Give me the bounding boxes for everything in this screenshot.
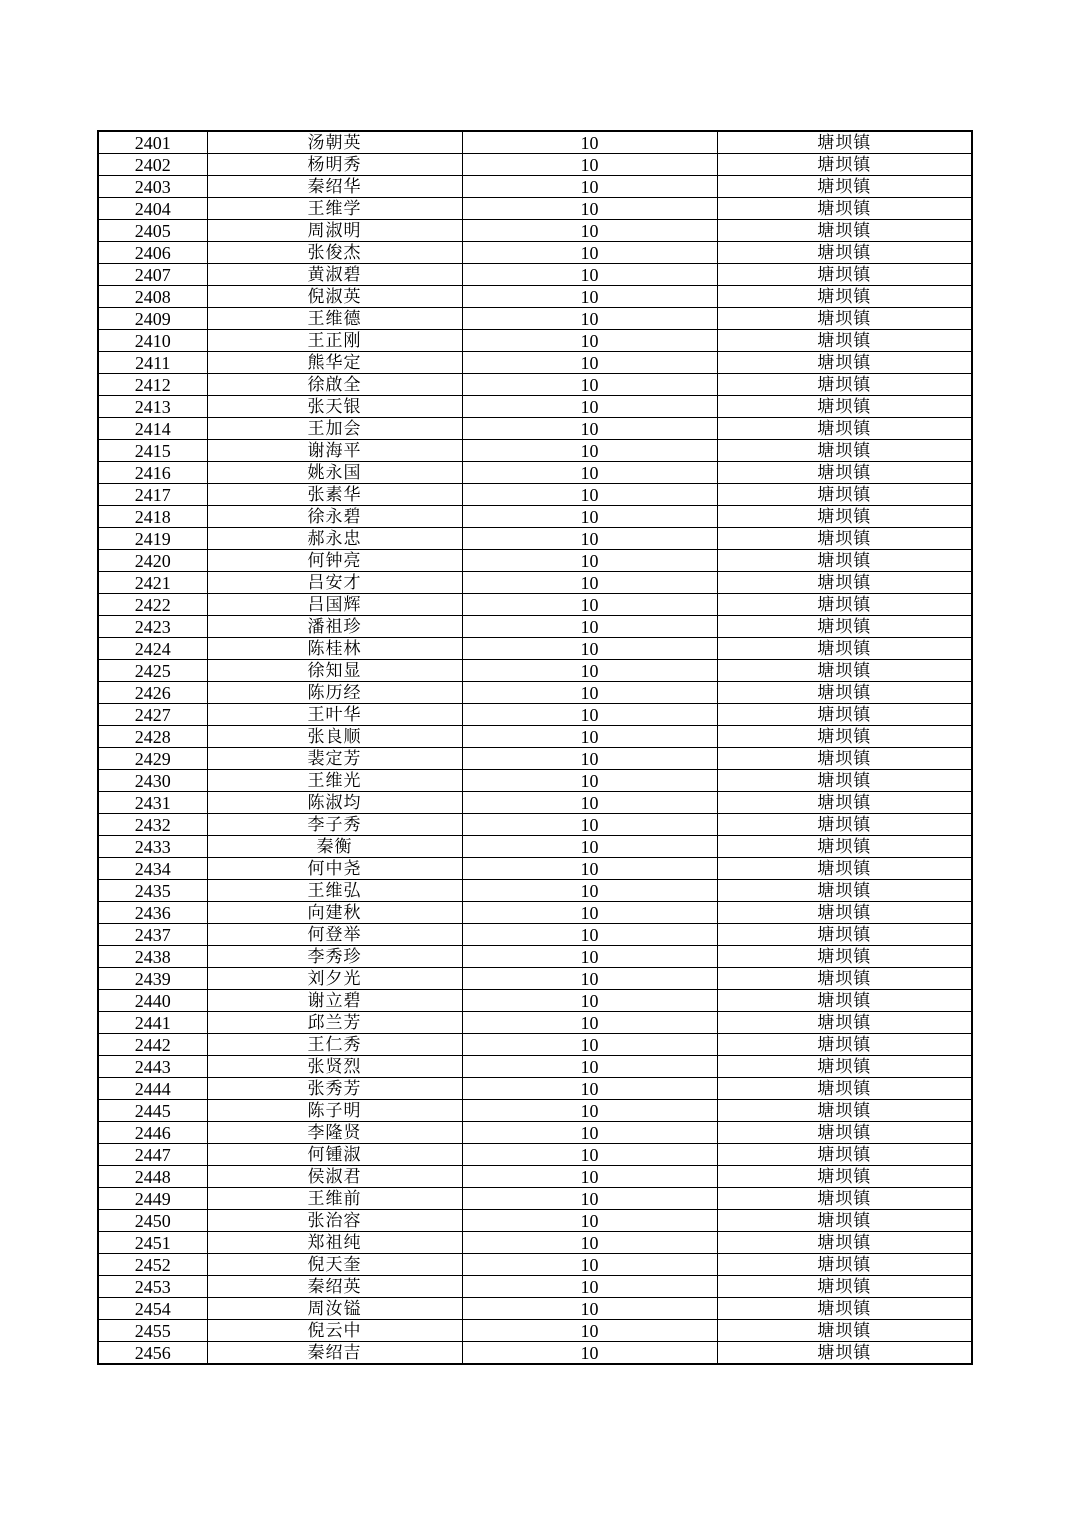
person-name-cell: 吕国辉 (207, 594, 462, 616)
person-name-cell: 张素华 (207, 484, 462, 506)
table-row (98, 1342, 972, 1365)
amount-cell: 10 (462, 1122, 717, 1144)
person-name-cell: 李秀珍 (207, 946, 462, 968)
table-row (98, 1012, 972, 1034)
amount-cell: 10 (462, 1320, 717, 1342)
amount-cell: 10 (462, 308, 717, 330)
town-cell: 塘坝镇 (717, 286, 972, 308)
amount-cell: 10 (462, 484, 717, 506)
person-name-cell: 郝永忠 (207, 528, 462, 550)
person-name-cell: 何中尧 (207, 858, 462, 880)
person-name-cell: 倪淑英 (207, 286, 462, 308)
amount-cell: 10 (462, 946, 717, 968)
amount-cell: 10 (462, 506, 717, 528)
person-name-cell: 谢海平 (207, 440, 462, 462)
amount-cell: 10 (462, 1012, 717, 1034)
table-row (98, 770, 972, 792)
town-cell: 塘坝镇 (717, 396, 972, 418)
town-cell: 塘坝镇 (717, 1012, 972, 1034)
row-number-cell: 2450 (98, 1210, 207, 1232)
table-row (98, 1078, 972, 1100)
town-cell: 塘坝镇 (717, 880, 972, 902)
table-row (98, 506, 972, 528)
table-row (98, 1232, 972, 1254)
row-number-cell: 2439 (98, 968, 207, 990)
row-number-cell: 2407 (98, 264, 207, 286)
table-row (98, 308, 972, 330)
town-cell: 塘坝镇 (717, 440, 972, 462)
town-cell: 塘坝镇 (717, 1232, 972, 1254)
person-name-cell: 黄淑碧 (207, 264, 462, 286)
table-row (98, 880, 972, 902)
person-name-cell: 陈淑均 (207, 792, 462, 814)
row-number-cell: 2442 (98, 1034, 207, 1056)
amount-cell: 10 (462, 770, 717, 792)
table-row (98, 286, 972, 308)
person-name-cell: 王维德 (207, 308, 462, 330)
town-cell: 塘坝镇 (717, 1342, 972, 1365)
town-cell: 塘坝镇 (717, 748, 972, 770)
amount-cell: 10 (462, 396, 717, 418)
table-row (98, 154, 972, 176)
person-name-cell: 张治容 (207, 1210, 462, 1232)
town-cell: 塘坝镇 (717, 1166, 972, 1188)
row-number-cell: 2402 (98, 154, 207, 176)
amount-cell: 10 (462, 902, 717, 924)
amount-cell: 10 (462, 1166, 717, 1188)
town-cell: 塘坝镇 (717, 528, 972, 550)
person-name-cell: 汤朝英 (207, 131, 462, 154)
table-row (98, 550, 972, 572)
person-name-cell: 李隆贤 (207, 1122, 462, 1144)
table-row (98, 946, 972, 968)
row-number-cell: 2428 (98, 726, 207, 748)
person-name-cell: 周汝镒 (207, 1298, 462, 1320)
town-cell: 塘坝镇 (717, 1298, 972, 1320)
amount-cell: 10 (462, 924, 717, 946)
person-name-cell: 张秀芳 (207, 1078, 462, 1100)
town-cell: 塘坝镇 (717, 704, 972, 726)
table-row (98, 1100, 972, 1122)
table-row (98, 264, 972, 286)
row-number-cell: 2436 (98, 902, 207, 924)
town-cell: 塘坝镇 (717, 176, 972, 198)
table-row (98, 726, 972, 748)
table-row (98, 396, 972, 418)
table-row (98, 1122, 972, 1144)
row-number-cell: 2427 (98, 704, 207, 726)
row-number-cell: 2418 (98, 506, 207, 528)
town-cell: 塘坝镇 (717, 638, 972, 660)
row-number-cell: 2429 (98, 748, 207, 770)
table-row (98, 242, 972, 264)
table-row (98, 748, 972, 770)
amount-cell: 10 (462, 704, 717, 726)
row-number-cell: 2409 (98, 308, 207, 330)
row-number-cell: 2452 (98, 1254, 207, 1276)
amount-cell: 10 (462, 550, 717, 572)
amount-cell: 10 (462, 1254, 717, 1276)
row-number-cell: 2448 (98, 1166, 207, 1188)
row-number-cell: 2437 (98, 924, 207, 946)
table-row (98, 968, 972, 990)
town-cell: 塘坝镇 (717, 418, 972, 440)
person-name-cell: 王加会 (207, 418, 462, 440)
person-name-cell: 王维前 (207, 1188, 462, 1210)
row-number-cell: 2415 (98, 440, 207, 462)
person-name-cell: 周淑明 (207, 220, 462, 242)
person-name-cell: 潘祖珍 (207, 616, 462, 638)
row-number-cell: 2438 (98, 946, 207, 968)
table-row (98, 1254, 972, 1276)
amount-cell: 10 (462, 220, 717, 242)
town-cell: 塘坝镇 (717, 572, 972, 594)
town-cell: 塘坝镇 (717, 154, 972, 176)
town-cell: 塘坝镇 (717, 308, 972, 330)
table-row (98, 1320, 972, 1342)
amount-cell: 10 (462, 792, 717, 814)
table-row (98, 682, 972, 704)
row-number-cell: 2440 (98, 990, 207, 1012)
row-number-cell: 2443 (98, 1056, 207, 1078)
amount-cell: 10 (462, 1188, 717, 1210)
person-name-cell: 王维光 (207, 770, 462, 792)
person-name-cell: 张良顺 (207, 726, 462, 748)
town-cell: 塘坝镇 (717, 220, 972, 242)
amount-cell: 10 (462, 1056, 717, 1078)
town-cell: 塘坝镇 (717, 1100, 972, 1122)
amount-cell: 10 (462, 660, 717, 682)
roster-table (97, 130, 973, 1365)
amount-cell: 10 (462, 1034, 717, 1056)
amount-cell: 10 (462, 374, 717, 396)
row-number-cell: 2432 (98, 814, 207, 836)
person-name-cell: 邱兰芳 (207, 1012, 462, 1034)
row-number-cell: 2454 (98, 1298, 207, 1320)
amount-cell: 10 (462, 440, 717, 462)
person-name-cell: 陈子明 (207, 1100, 462, 1122)
person-name-cell: 熊华定 (207, 352, 462, 374)
row-number-cell: 2419 (98, 528, 207, 550)
person-name-cell: 吕安才 (207, 572, 462, 594)
row-number-cell: 2420 (98, 550, 207, 572)
person-name-cell: 李子秀 (207, 814, 462, 836)
row-number-cell: 2431 (98, 792, 207, 814)
table-row (98, 176, 972, 198)
person-name-cell: 侯淑君 (207, 1166, 462, 1188)
table-row (98, 572, 972, 594)
row-number-cell: 2404 (98, 198, 207, 220)
row-number-cell: 2416 (98, 462, 207, 484)
town-cell: 塘坝镇 (717, 1144, 972, 1166)
amount-cell: 10 (462, 968, 717, 990)
town-cell: 塘坝镇 (717, 726, 972, 748)
table-row (98, 704, 972, 726)
town-cell: 塘坝镇 (717, 990, 972, 1012)
table-row (98, 1166, 972, 1188)
amount-cell: 10 (462, 242, 717, 264)
amount-cell: 10 (462, 1078, 717, 1100)
table-row (98, 616, 972, 638)
row-number-cell: 2422 (98, 594, 207, 616)
table-row (98, 198, 972, 220)
row-number-cell: 2405 (98, 220, 207, 242)
amount-cell: 10 (462, 1232, 717, 1254)
amount-cell: 10 (462, 858, 717, 880)
table-row (98, 990, 972, 1012)
table-row (98, 374, 972, 396)
person-name-cell: 倪云中 (207, 1320, 462, 1342)
amount-cell: 10 (462, 814, 717, 836)
town-cell: 塘坝镇 (717, 1254, 972, 1276)
amount-cell: 10 (462, 616, 717, 638)
table-row (98, 440, 972, 462)
person-name-cell: 陈桂林 (207, 638, 462, 660)
row-number-cell: 2446 (98, 1122, 207, 1144)
row-number-cell: 2447 (98, 1144, 207, 1166)
table-row (98, 1144, 972, 1166)
person-name-cell: 徐知显 (207, 660, 462, 682)
row-number-cell: 2441 (98, 1012, 207, 1034)
person-name-cell: 何钟亮 (207, 550, 462, 572)
row-number-cell: 2434 (98, 858, 207, 880)
table-row (98, 1034, 972, 1056)
table-row (98, 814, 972, 836)
table-row (98, 638, 972, 660)
amount-cell: 10 (462, 1298, 717, 1320)
row-number-cell: 2413 (98, 396, 207, 418)
town-cell: 塘坝镇 (717, 946, 972, 968)
town-cell: 塘坝镇 (717, 462, 972, 484)
table-row (98, 462, 972, 484)
row-number-cell: 2421 (98, 572, 207, 594)
amount-cell: 10 (462, 594, 717, 616)
town-cell: 塘坝镇 (717, 616, 972, 638)
row-number-cell: 2433 (98, 836, 207, 858)
row-number-cell: 2425 (98, 660, 207, 682)
amount-cell: 10 (462, 154, 717, 176)
amount-cell: 10 (462, 836, 717, 858)
town-cell: 塘坝镇 (717, 506, 972, 528)
town-cell: 塘坝镇 (717, 1276, 972, 1298)
amount-cell: 10 (462, 1342, 717, 1365)
row-number-cell: 2444 (98, 1078, 207, 1100)
town-cell: 塘坝镇 (717, 264, 972, 286)
person-name-cell: 王仁秀 (207, 1034, 462, 1056)
person-name-cell: 秦绍英 (207, 1276, 462, 1298)
town-cell: 塘坝镇 (717, 902, 972, 924)
table-row (98, 792, 972, 814)
amount-cell: 10 (462, 1144, 717, 1166)
town-cell: 塘坝镇 (717, 924, 972, 946)
table-row (98, 352, 972, 374)
amount-cell: 10 (462, 131, 717, 154)
row-number-cell: 2451 (98, 1232, 207, 1254)
amount-cell: 10 (462, 682, 717, 704)
town-cell: 塘坝镇 (717, 968, 972, 990)
town-cell: 塘坝镇 (717, 858, 972, 880)
person-name-cell: 杨明秀 (207, 154, 462, 176)
row-number-cell: 2455 (98, 1320, 207, 1342)
row-number-cell: 2406 (98, 242, 207, 264)
town-cell: 塘坝镇 (717, 352, 972, 374)
amount-cell: 10 (462, 1276, 717, 1298)
table-row (98, 484, 972, 506)
person-name-cell: 何锺淑 (207, 1144, 462, 1166)
amount-cell: 10 (462, 1210, 717, 1232)
person-name-cell: 徐啟全 (207, 374, 462, 396)
table-row (98, 418, 972, 440)
town-cell: 塘坝镇 (717, 1078, 972, 1100)
table-row (98, 528, 972, 550)
amount-cell: 10 (462, 1100, 717, 1122)
person-name-cell: 张俊杰 (207, 242, 462, 264)
person-name-cell: 张天银 (207, 396, 462, 418)
town-cell: 塘坝镇 (717, 792, 972, 814)
amount-cell: 10 (462, 264, 717, 286)
table-row (98, 924, 972, 946)
person-name-cell: 王正刚 (207, 330, 462, 352)
town-cell: 塘坝镇 (717, 198, 972, 220)
amount-cell: 10 (462, 462, 717, 484)
row-number-cell: 2403 (98, 176, 207, 198)
amount-cell: 10 (462, 880, 717, 902)
table-row (98, 220, 972, 242)
row-number-cell: 2408 (98, 286, 207, 308)
table-row (98, 1210, 972, 1232)
table-row (98, 660, 972, 682)
table-row (98, 330, 972, 352)
amount-cell: 10 (462, 418, 717, 440)
amount-cell: 10 (462, 286, 717, 308)
row-number-cell: 2424 (98, 638, 207, 660)
amount-cell: 10 (462, 352, 717, 374)
town-cell: 塘坝镇 (717, 550, 972, 572)
amount-cell: 10 (462, 638, 717, 660)
row-number-cell: 2449 (98, 1188, 207, 1210)
town-cell: 塘坝镇 (717, 814, 972, 836)
row-number-cell: 2401 (98, 131, 207, 154)
person-name-cell: 何登举 (207, 924, 462, 946)
table-row (98, 131, 972, 154)
town-cell: 塘坝镇 (717, 1034, 972, 1056)
town-cell: 塘坝镇 (717, 660, 972, 682)
row-number-cell: 2430 (98, 770, 207, 792)
row-number-cell: 2453 (98, 1276, 207, 1298)
town-cell: 塘坝镇 (717, 330, 972, 352)
table-row (98, 1298, 972, 1320)
row-number-cell: 2435 (98, 880, 207, 902)
person-name-cell: 秦衡 (207, 836, 462, 858)
person-name-cell: 倪天奎 (207, 1254, 462, 1276)
town-cell: 塘坝镇 (717, 1320, 972, 1342)
town-cell: 塘坝镇 (717, 374, 972, 396)
town-cell: 塘坝镇 (717, 594, 972, 616)
person-name-cell: 王维弘 (207, 880, 462, 902)
table-row (98, 1056, 972, 1078)
person-name-cell: 徐永碧 (207, 506, 462, 528)
amount-cell: 10 (462, 726, 717, 748)
row-number-cell: 2412 (98, 374, 207, 396)
row-number-cell: 2456 (98, 1342, 207, 1365)
table-row (98, 1188, 972, 1210)
person-name-cell: 刘夕光 (207, 968, 462, 990)
row-number-cell: 2426 (98, 682, 207, 704)
row-number-cell: 2445 (98, 1100, 207, 1122)
table-row (98, 594, 972, 616)
town-cell: 塘坝镇 (717, 1122, 972, 1144)
person-name-cell: 秦绍吉 (207, 1342, 462, 1365)
table-row (98, 902, 972, 924)
person-name-cell: 秦绍华 (207, 176, 462, 198)
person-name-cell: 裴定芳 (207, 748, 462, 770)
amount-cell: 10 (462, 748, 717, 770)
person-name-cell: 向建秋 (207, 902, 462, 924)
person-name-cell: 张贤烈 (207, 1056, 462, 1078)
row-number-cell: 2414 (98, 418, 207, 440)
amount-cell: 10 (462, 572, 717, 594)
town-cell: 塘坝镇 (717, 682, 972, 704)
table-row (98, 836, 972, 858)
table-row (98, 858, 972, 880)
amount-cell: 10 (462, 176, 717, 198)
town-cell: 塘坝镇 (717, 1188, 972, 1210)
row-number-cell: 2411 (98, 352, 207, 374)
person-name-cell: 郑祖纯 (207, 1232, 462, 1254)
person-name-cell: 王维学 (207, 198, 462, 220)
person-name-cell: 姚永国 (207, 462, 462, 484)
amount-cell: 10 (462, 990, 717, 1012)
town-cell: 塘坝镇 (717, 836, 972, 858)
row-number-cell: 2410 (98, 330, 207, 352)
amount-cell: 10 (462, 330, 717, 352)
person-name-cell: 谢立碧 (207, 990, 462, 1012)
town-cell: 塘坝镇 (717, 770, 972, 792)
row-number-cell: 2417 (98, 484, 207, 506)
amount-cell: 10 (462, 198, 717, 220)
person-name-cell: 陈历经 (207, 682, 462, 704)
town-cell: 塘坝镇 (717, 1056, 972, 1078)
town-cell: 塘坝镇 (717, 131, 972, 154)
roster-table-body (98, 131, 972, 1364)
town-cell: 塘坝镇 (717, 1210, 972, 1232)
town-cell: 塘坝镇 (717, 484, 972, 506)
row-number-cell: 2423 (98, 616, 207, 638)
town-cell: 塘坝镇 (717, 242, 972, 264)
amount-cell: 10 (462, 528, 717, 550)
person-name-cell: 王叶华 (207, 704, 462, 726)
table-row (98, 1276, 972, 1298)
